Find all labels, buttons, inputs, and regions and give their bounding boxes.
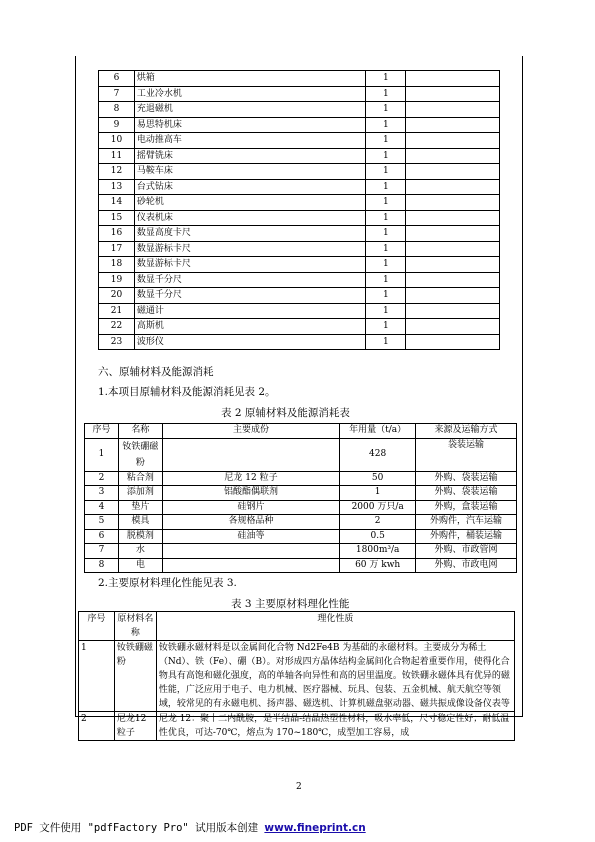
footer-text: PDF 文件使用 "pdfFactory Pro" 试用版本创建 [14, 822, 265, 834]
materials-table [84, 423, 517, 573]
column-header: 序号 [85, 424, 119, 439]
remarks-cell [406, 272, 500, 288]
table-cell: 60 万 kwh [340, 558, 416, 573]
paragraph-1: 1.本项目原辅材料及能源消耗见表 2。 [98, 386, 276, 398]
table-row [99, 288, 500, 304]
column-header: 年用量（t/a） [340, 424, 416, 439]
quantity: 1 [366, 133, 406, 149]
table-cell: 2 [85, 471, 119, 486]
table-cell: 3 [85, 486, 119, 501]
table-cell: 7 [85, 544, 119, 559]
table-cell: 2 [79, 712, 115, 741]
column-header: 名称 [118, 424, 162, 439]
row-number: 6 [99, 71, 135, 87]
table-cell: 添加剂 [118, 486, 162, 501]
quantity: 1 [366, 257, 406, 273]
column-header: 原材料名称 [114, 612, 156, 641]
quantity: 1 [366, 148, 406, 164]
equipment-name: 数显游标卡尺 [134, 241, 365, 257]
table-cell [162, 438, 339, 471]
table-cell: 外购，盒装运输 [416, 500, 517, 515]
table-row [99, 334, 500, 350]
equipment-name: 电动推高车 [134, 133, 365, 149]
property-description: 钕铁硼永磁材料是以金属间化合物 Nd2Fe4B 为基础的永磁材料。主要成分为稀土（Nd）、铁（Fe）、硼（B）。对形成四方晶体结构金属间化合物起着重要作用，使得化合物具有高饱和磁化强度，高的单轴各向异性和高的居里温度。钕铁硼永磁体具有优异的磁性能，广泛应用于电子、电力机械、医疗器械、玩具、包装、五金机械、航天航空等领域，较常见的有永磁电机、扬声器、磁选机、计算机磁盘驱动器、磁共振成像设备仪表等 [156, 641, 514, 712]
table-row [99, 86, 500, 102]
equipment-name: 数显千分尺 [134, 272, 365, 288]
remarks-cell [406, 133, 500, 149]
table-cell: 428 [340, 438, 416, 471]
remarks-cell [406, 334, 500, 350]
table-cell: 铝酸酯偶联剂 [162, 486, 339, 501]
row-number: 23 [99, 334, 135, 350]
equipment-name: 波形仪 [134, 334, 365, 350]
quantity: 1 [366, 195, 406, 211]
remarks-cell [406, 241, 500, 257]
remarks-cell [406, 164, 500, 180]
table-row [99, 272, 500, 288]
equipment-name: 充退磁机 [134, 102, 365, 118]
table-row [99, 241, 500, 257]
quantity: 1 [366, 241, 406, 257]
row-number: 18 [99, 257, 135, 273]
table-cell: 硅钢片 [162, 500, 339, 515]
equipment-name: 数显千分尺 [134, 288, 365, 304]
quantity: 1 [366, 272, 406, 288]
row-number: 14 [99, 195, 135, 211]
table-cell: 外购、市政管网 [416, 544, 517, 559]
table-row [85, 558, 517, 573]
table-row [85, 486, 517, 501]
quantity: 1 [366, 86, 406, 102]
remarks-cell [406, 319, 500, 335]
table-cell: 1 [340, 486, 416, 501]
table3-caption: 表 3 主要原材料理化性能 [231, 598, 350, 610]
row-number: 12 [99, 164, 135, 180]
table-row [99, 257, 500, 273]
row-number: 10 [99, 133, 135, 149]
table-cell: 外购件，汽车运输 [416, 515, 517, 530]
table-cell: 钕铁硼磁粉 [114, 641, 156, 712]
table-cell [162, 544, 339, 559]
column-header: 理化性质 [156, 612, 514, 641]
table-cell [162, 558, 339, 573]
row-number: 21 [99, 303, 135, 319]
remarks-cell [406, 210, 500, 226]
quantity: 1 [366, 117, 406, 133]
table-row [79, 712, 515, 741]
remarks-cell [406, 86, 500, 102]
table-cell: 8 [85, 558, 119, 573]
table-row [99, 319, 500, 335]
table-cell: 4 [85, 500, 119, 515]
remarks-cell [406, 148, 500, 164]
table-row [99, 117, 500, 133]
table-cell: 粘合剂 [118, 471, 162, 486]
row-number: 17 [99, 241, 135, 257]
row-number: 9 [99, 117, 135, 133]
equipment-name: 工业冷水机 [134, 86, 365, 102]
properties-table [78, 611, 515, 741]
row-number: 19 [99, 272, 135, 288]
table-row [79, 641, 515, 712]
row-number: 20 [99, 288, 135, 304]
row-number: 11 [99, 148, 135, 164]
table-row [99, 164, 500, 180]
remarks-cell [406, 288, 500, 304]
quantity: 1 [366, 226, 406, 242]
table-row [85, 515, 517, 530]
equipment-name: 数显游标卡尺 [134, 257, 365, 273]
remarks-cell [406, 195, 500, 211]
table-cell: 外购、袋装运输 [416, 486, 517, 501]
table-row [99, 148, 500, 164]
table-row [99, 195, 500, 211]
table-cell: 钕铁硼磁粉 [118, 438, 162, 471]
equipment-name: 高斯机 [134, 319, 365, 335]
table-cell: 各规格品种 [162, 515, 339, 530]
table-cell: 尼龙12粒子 [114, 712, 156, 741]
row-number: 7 [99, 86, 135, 102]
quantity: 1 [366, 319, 406, 335]
page-number: 2 [296, 782, 302, 792]
remarks-cell [406, 71, 500, 87]
quantity: 1 [366, 210, 406, 226]
equipment-table [98, 70, 500, 350]
table-cell: 0.5 [340, 529, 416, 544]
remarks-cell [406, 117, 500, 133]
table-row [99, 210, 500, 226]
table-cell: 尼龙 12 粒子 [162, 471, 339, 486]
table-cell: 外购件，桶装运输 [416, 529, 517, 544]
table-cell: 5 [85, 515, 119, 530]
table-cell: 6 [85, 529, 119, 544]
quantity: 1 [366, 71, 406, 87]
table-row [85, 529, 517, 544]
equipment-name: 烘箱 [134, 71, 365, 87]
row-number: 8 [99, 102, 135, 118]
table-cell: 硅油等 [162, 529, 339, 544]
equipment-name: 砂轮机 [134, 195, 365, 211]
table-cell: 1 [79, 641, 115, 712]
quantity: 1 [366, 102, 406, 118]
row-number: 15 [99, 210, 135, 226]
equipment-name: 易思特机床 [134, 117, 365, 133]
equipment-name: 台式钻床 [134, 179, 365, 195]
equipment-name: 数显高度卡尺 [134, 226, 365, 242]
equipment-name: 仪表机床 [134, 210, 365, 226]
pdf-footer [14, 820, 366, 835]
table-cell: 脱模剂 [118, 529, 162, 544]
table-row [99, 102, 500, 118]
table-cell: 模具 [118, 515, 162, 530]
table-row [99, 133, 500, 149]
paragraph-2: 2.主要原材料理化性能见表 3. [98, 577, 237, 589]
table-row [99, 303, 500, 319]
remarks-cell [406, 102, 500, 118]
table-row [85, 471, 517, 486]
table-row [99, 179, 500, 195]
table-cell: 外购、袋装运输 [416, 471, 517, 486]
property-description: 尼龙 12：聚十二内酰胺，是半结晶-结晶热塑性材料，吸水率低，尺寸稳定性好；耐低温性优良，可达-70℃，熔点为 170~180℃，成型加工容易，成 [156, 712, 514, 741]
quantity: 1 [366, 179, 406, 195]
table-cell: 电 [118, 558, 162, 573]
table-cell: 袋装运输 [416, 438, 517, 471]
table-cell: 1800m³/a [340, 544, 416, 559]
table-cell: 垫片 [118, 500, 162, 515]
row-number: 13 [99, 179, 135, 195]
quantity: 1 [366, 303, 406, 319]
remarks-cell [406, 226, 500, 242]
table-row [85, 438, 517, 471]
column-header: 主要成份 [162, 424, 339, 439]
table-row [85, 500, 517, 515]
column-header: 来源及运输方式 [416, 424, 517, 439]
equipment-name: 马鞍车床 [134, 164, 365, 180]
table-cell: 50 [340, 471, 416, 486]
equipment-name: 磁通计 [134, 303, 365, 319]
remarks-cell [406, 303, 500, 319]
quantity: 1 [366, 164, 406, 180]
table-row [99, 226, 500, 242]
table2-caption: 表 2 原辅材料及能源消耗表 [221, 407, 350, 419]
section-heading: 六、原辅材料及能源消耗 [98, 366, 214, 378]
row-number: 22 [99, 319, 135, 335]
table-row [85, 544, 517, 559]
table-cell: 2000 万只/a [340, 500, 416, 515]
quantity: 1 [366, 288, 406, 304]
row-number: 16 [99, 226, 135, 242]
remarks-cell [406, 179, 500, 195]
table-cell: 水 [118, 544, 162, 559]
table-cell: 2 [340, 515, 416, 530]
table-cell: 外购、市政电网 [416, 558, 517, 573]
table-cell: 1 [85, 438, 119, 471]
footer-link[interactable]: www.fineprint.cn [264, 822, 366, 834]
table-row [99, 71, 500, 87]
remarks-cell [406, 257, 500, 273]
quantity: 1 [366, 334, 406, 350]
equipment-name: 摇臂铣床 [134, 148, 365, 164]
column-header: 序号 [79, 612, 115, 641]
